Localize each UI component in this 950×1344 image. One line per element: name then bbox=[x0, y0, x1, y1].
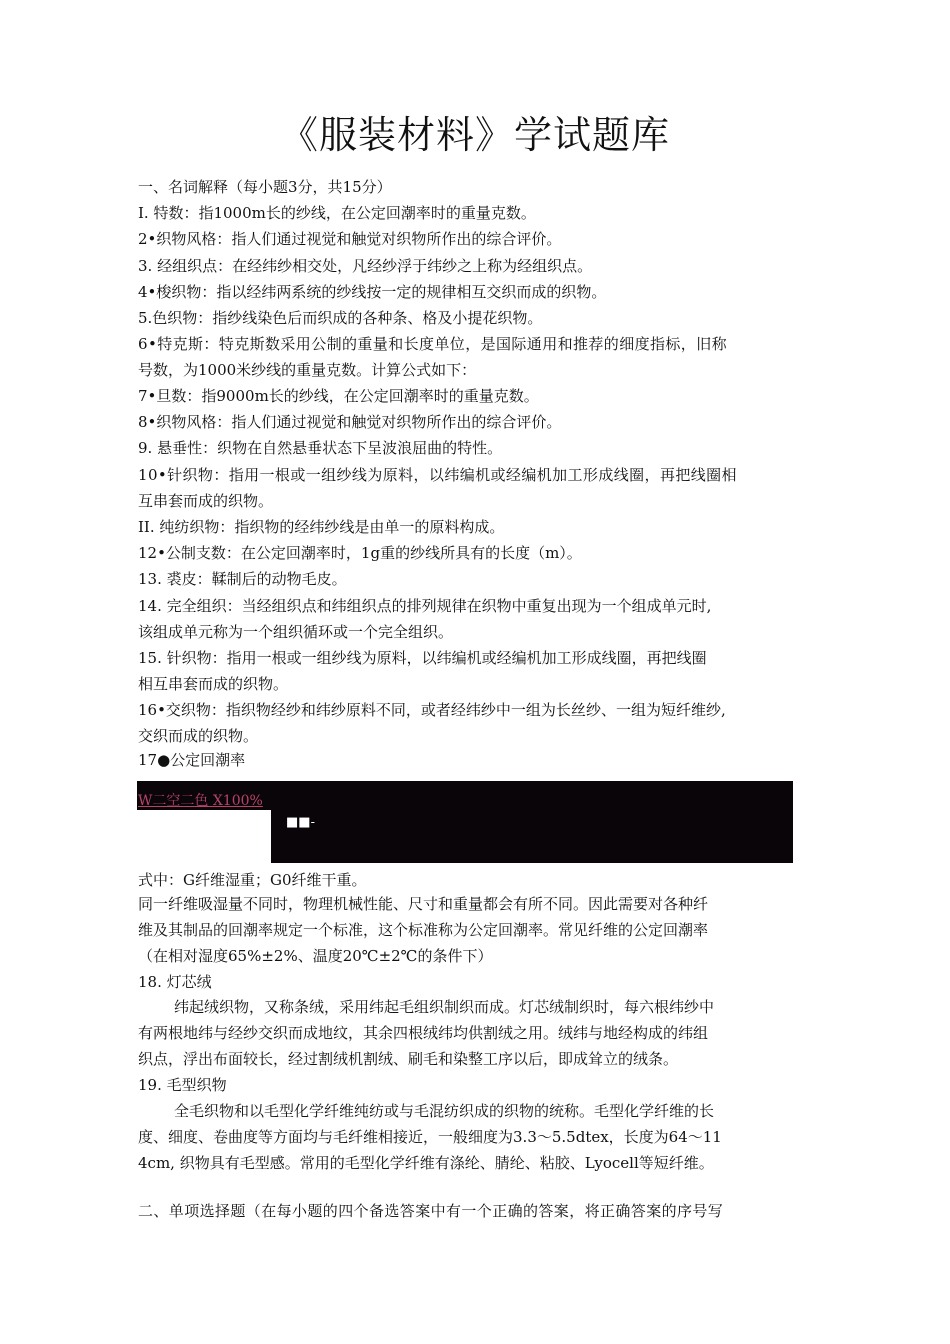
text-line: 该组成单元称为一个组织循环或一个完全组织。 bbox=[138, 623, 454, 641]
text-line: 13. 裘皮：鞣制后的动物毛皮。 bbox=[138, 570, 347, 588]
text-line: 19. 毛型织物 bbox=[138, 1076, 227, 1094]
text-line: 3. 经组织点：在经纬纱相交处，凡经纱浮于纬纱之上称为经组织点。 bbox=[138, 257, 593, 275]
formula-text: W二空二色 X100% bbox=[138, 793, 263, 809]
text-line: 12•公制支数：在公定回潮率时，1g重的纱线所具有的长度（m）。 bbox=[138, 544, 582, 562]
text-line: 4•梭织物：指以经纬两系统的纱线按一定的规律相互交织而成的织物。 bbox=[138, 283, 607, 301]
text-line: 15. 针织物：指用一根或一组纱线为原料，以纬编机或经编机加工形成线圈，再把线圈 bbox=[138, 649, 707, 667]
text-line: 5.色织物：指纱线染色后而织成的各种条、格及小提花织物。 bbox=[138, 309, 543, 327]
formula-subscript: ■■- bbox=[286, 815, 315, 830]
text-line: 度、细度、卷曲度等方面均与毛纤维相接近，一般细度为3.3〜5.5dtex，长度为64〜11 bbox=[138, 1128, 722, 1146]
formula-image-gap bbox=[137, 810, 271, 863]
text-line: 16•交织物：指织物经纱和纬纱原料不同，或者经纬纱中一组为长丝纱、一组为短纤维纱, bbox=[138, 701, 726, 719]
text-line: 全毛织物和以毛型化学纤维纯纺或与毛混纺织成的织物的统称。毛型化学纤维的长 bbox=[174, 1102, 715, 1120]
text-line: 17●公定回潮率 bbox=[138, 751, 246, 769]
text-line: 同一纤维吸湿量不同时，物理机械性能、尺寸和重量都会有所不同。因此需要对各种纤 bbox=[138, 895, 709, 913]
text-line: 相互串套而成的织物。 bbox=[138, 675, 289, 693]
text-line: 纬起绒织物，又称条绒，采用纬起毛组织制织而成。灯芯绒制织时，每六根纬纱中 bbox=[174, 998, 715, 1016]
text-line: 维及其制品的回潮率规定一个标准，这个标准称为公定回潮率。常见纤维的公定回潮率 bbox=[138, 921, 709, 939]
text-line: 6•特克斯：特克斯数采用公制的重量和长度单位，是国际通用和推荐的细度指标，旧称 bbox=[138, 335, 727, 353]
page-title: 《服装材料》学试题库 bbox=[279, 113, 670, 157]
section-heading: 一、名词解释（每小题3分，共15分） bbox=[138, 178, 392, 196]
text-line: 8•织物风格：指人们通过视觉和触觉对织物所作出的综合评价。 bbox=[138, 413, 562, 431]
text-line: 交织而成的织物。 bbox=[138, 727, 259, 745]
text-line: 号数，为1000米纱线的重量克数。计算公式如下： bbox=[138, 361, 477, 379]
text-line: 织点，浮出布面较长，经过割绒机割绒、刷毛和染整工序以后，即成耸立的绒条。 bbox=[138, 1050, 679, 1068]
text-line: 9. 悬垂性：织物在自然悬垂状态下呈波浪屈曲的特性。 bbox=[138, 439, 503, 457]
text-line: 14. 完全组织：当经组织点和纬组织点的排列规律在织物中重复出现为一个组成单元时, bbox=[138, 597, 712, 615]
text-line: 4cm, 织物具有毛型感。常用的毛型化学纤维有涤纶、腈纶、粘胶、Lyocell等短纤维。 bbox=[138, 1154, 714, 1172]
text-line: 7•旦数：指9000m长的纱线，在公定回潮率时的重量克数。 bbox=[138, 387, 539, 405]
text-line: 18. 灯芯绒 bbox=[138, 973, 212, 991]
text-line: I. 特数：指1000m长的纱线，在公定回潮率时的重量克数。 bbox=[138, 204, 536, 222]
text-line: （在相对湿度65%±2%、温度20℃±2℃的条件下） bbox=[138, 947, 493, 965]
text-line: 互串套而成的织物。 bbox=[138, 492, 274, 510]
text-line: 式中：G纤维湿重；G0纤维干重。 bbox=[138, 871, 367, 889]
text-line: II. 纯纺织物：指织物的经纬纱线是由单一的原料构成。 bbox=[138, 518, 505, 536]
text-line: 10•针织物：指用一根或一组纱线为原料，以纬编机或经编机加工形成线圈，再把线圈相 bbox=[138, 466, 737, 484]
text-line: 有两根地纬与经纱交织而成地纹，其余四根绒纬均供割绒之用。绒纬与地经构成的纬组 bbox=[138, 1024, 709, 1042]
text-line: 2•织物风格：指人们通过视觉和触觉对织物所作出的综合评价。 bbox=[138, 230, 562, 248]
section-heading: 二、单项选择题（在每小题的四个备选答案中有一个正确的答案，将正确答案的序号写 bbox=[138, 1202, 724, 1220]
